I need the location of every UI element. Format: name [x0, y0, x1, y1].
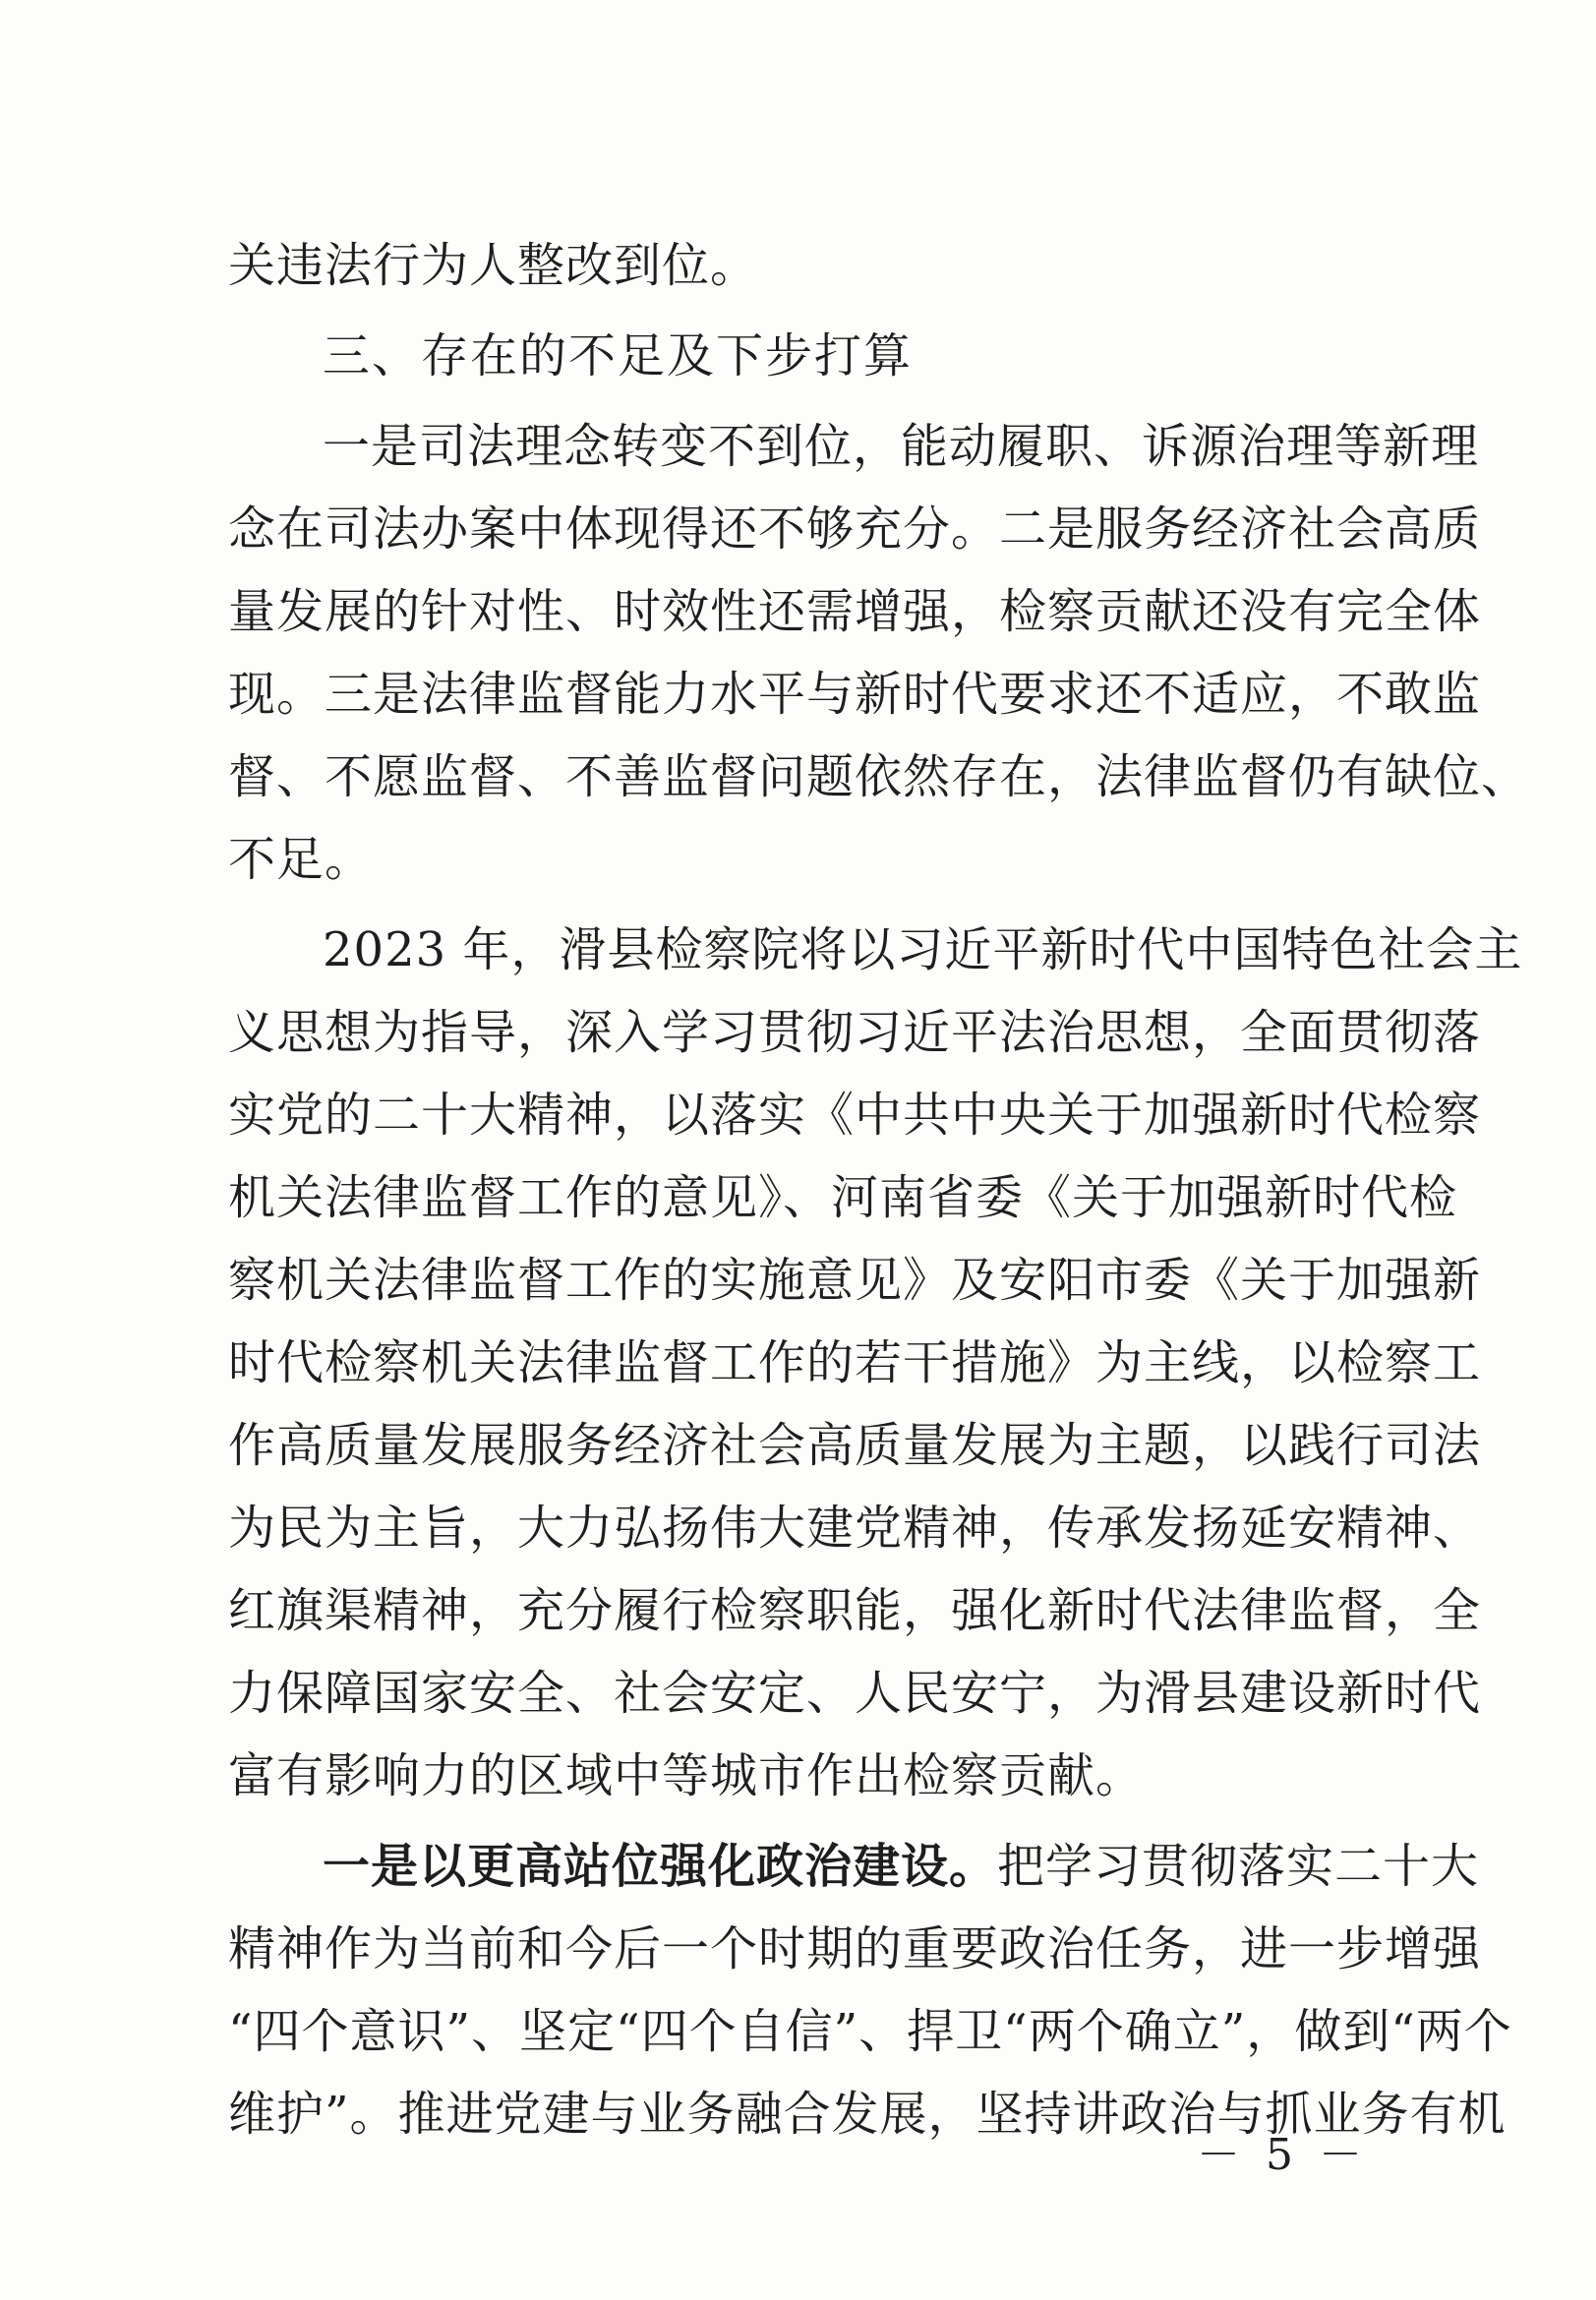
- paragraph-political-building: [228, 1825, 1512, 2155]
- paragraph-plan-2023: [228, 909, 1523, 1817]
- section-heading: 三、存在的不足及下步打算: [323, 328, 914, 383]
- text-line: 红旗渠精神，充分履行检察职能，强化新时代法律监督，全: [228, 1583, 1482, 1638]
- text-line: 不足。: [228, 832, 374, 887]
- paragraph-continuation: [228, 224, 1361, 307]
- text-line: 富有影响力的区域中等城市作出检察贡献。: [228, 1748, 1145, 1803]
- text-line: 机关法律监督工作的意见》、河南省委《关于加强新时代检: [228, 1170, 1458, 1225]
- text-line: “四个意识”、坚定“四个自信”、捍卫“两个确立”，做到“两个: [228, 2004, 1512, 2059]
- text-line: 为民为主旨，大力弘扬伟大建党精神，传承发扬延安精神、: [228, 1501, 1482, 1556]
- paragraph-shortcomings: [228, 405, 1530, 901]
- text-segment: 法律监督能力水平与新时代要求还不适应，不敢监: [421, 667, 1482, 722]
- document-body: [228, 224, 1530, 2155]
- text-segment: 司法理念转变不到位，能动履职、诉源治理等新理: [419, 419, 1480, 474]
- text-segment: 服务经济社会高质: [1095, 501, 1482, 557]
- text-line: 作高质量发展服务经济社会高质量发展为主题，以践行司法: [228, 1418, 1482, 1473]
- text-line: 督、不愿监督、不善监督问题依然存在，法律监督仍有缺位、: [228, 749, 1530, 804]
- text-line: [228, 653, 1482, 736]
- text-line: 2023 年，滑县检察院将以习近平新时代中国特色社会主: [323, 922, 1523, 977]
- lead-phrase: 三是: [325, 667, 422, 722]
- text-line: 时代检察机关法律监督工作的若干措施》为主线，以检察工: [228, 1335, 1482, 1390]
- text-line: 维护”。推进党建与业务融合发展，坚持讲政治与抓业务有机: [228, 2087, 1507, 2142]
- text-segment: 念在司法办案中体现得还不够充分。: [228, 501, 1000, 557]
- text-line: 精神作为当前和今后一个时期的重要政治任务，进一步增强: [228, 1921, 1482, 1976]
- page-number: － 5 －: [1197, 2130, 1368, 2180]
- text-line: [228, 1825, 1480, 1908]
- text-line: 义思想为指导，深入学习贯彻习近平法治思想，全面贯彻落: [228, 1005, 1482, 1060]
- text-line: 量发展的针对性、时效性还需增强，检察贡献还没有完全体: [228, 584, 1482, 639]
- text-line: [228, 405, 1480, 488]
- text-line: 关违法行为人整改到位。: [228, 238, 759, 293]
- text-line: [228, 488, 1482, 570]
- text-segment: 现。: [228, 667, 325, 722]
- lead-phrase: 二是: [999, 501, 1096, 557]
- lead-phrase: 一是: [323, 419, 420, 474]
- text-line: 察机关法律监督工作的实施意见》及安阳市委《关于加强新: [228, 1253, 1482, 1308]
- text-line: 力保障国家安全、社会安定、人民安宁，为滑县建设新时代: [228, 1666, 1482, 1721]
- lead-phrase: 一是以更高站位强化政治建设。: [323, 1839, 998, 1894]
- text-line: 实党的二十大精神，以落实《中共中央关于加强新时代检察: [228, 1088, 1482, 1143]
- text-segment: 把学习贯彻落实二十大: [997, 1839, 1480, 1894]
